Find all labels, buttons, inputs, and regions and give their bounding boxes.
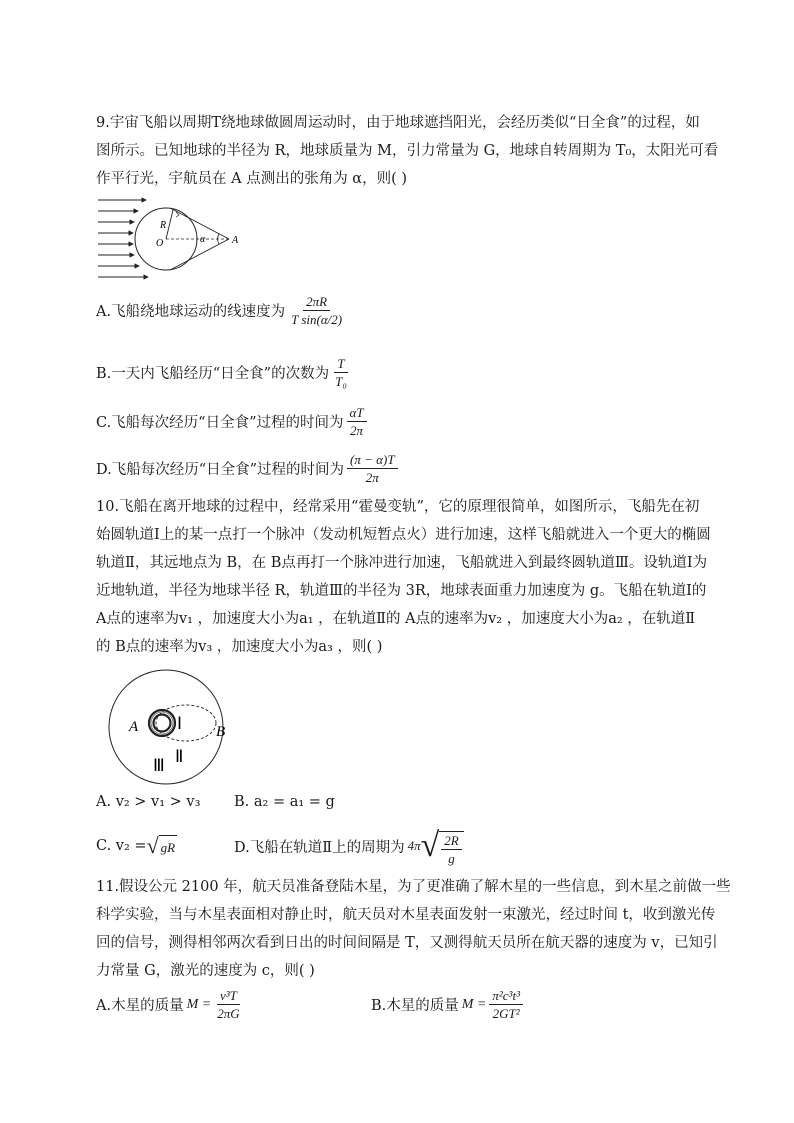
q9-stem-line2: 图所示。已知地球的半径为 R，地球质量为 M，引力常量为 G，地球自转周期为 T₀，太阳光可看: [96, 143, 719, 159]
q9-option-a[interactable]: A.飞船绕地球运动的线速度为 $\frac{2\pi R}{\text{T sin(α/2)}}$: [96, 294, 345, 327]
q9-option-c[interactable]: C.飞船每次经历“日全食”过程的时间为 $\frac{\alpha T}{2\pi}$: [96, 405, 367, 438]
q9-b-fraction: $\frac{T}{\text{T₀}}$: [335, 356, 347, 389]
q10-stem-line4: 近地轨道，半径为地球半径 R，轨道Ⅲ的半径为 3R，地球表面重力加速度为 g。飞船在轨道Ⅰ的: [96, 583, 707, 599]
q10-stem-line6: 的 B点的速率为v₃ ，加速度大小为a₃ ，则( ): [96, 639, 383, 655]
label-III: Ⅲ: [153, 756, 165, 775]
label-O: O: [156, 238, 164, 249]
q11-stem-line3: 回的信号，测得相邻两次看到日出的时间间隔是 T，又测得航天员所在航天器的速度为 v，已知引: [96, 935, 718, 951]
q10-hohmann-diagram: [104, 668, 244, 786]
label-R: R: [160, 220, 167, 231]
q9-d-fraction: $\frac{(\pi - \alpha)T}{2\pi}$: [347, 452, 398, 485]
label-B: B: [216, 724, 226, 740]
q11-option-b[interactable]: B.木星的质量 M = $\frac{\text{π²c³t³}}{\text{2GT²}}$: [371, 988, 523, 1021]
q11-a-fraction: $\frac{\text{v³T}}{2\pi G}$: [217, 988, 240, 1021]
q9-option-b[interactable]: B.一天内飞船经历“日全食”的次数为 $\frac{T}{\text{T₀}}$: [96, 356, 350, 389]
q11-stem-line1: 11.假设公元 2100 年，航天员准备登陆木星，为了更准确了解木星的一些信息，到木星之前做一些: [96, 879, 731, 895]
q9-c-fraction: $\frac{\alpha T}{2\pi}$: [347, 405, 367, 438]
q9-a-fraction: $\frac{2\pi R}{\text{T sin(α/2)}}$: [291, 294, 343, 327]
sunlight-rays: [98, 200, 148, 277]
q11-stem-line4: 力常量 G，激光的速度为 c，则( ): [96, 963, 315, 979]
q9-option-d[interactable]: D.飞船每次经历“日全食”过程的时间为 $\frac{(\pi - \alpha)T}{2\pi}$: [96, 452, 398, 485]
q11-stem-line2: 科学实验，当与木星表面相对静止时，航天员对木星表面发射一束激光，经过时间 t，收到激光传: [96, 907, 716, 923]
label-II: Ⅱ: [175, 747, 184, 766]
q11-option-a[interactable]: A.木星的质量 M = $\frac{\text{v³T}}{2\pi G}$: [96, 988, 243, 1021]
radius-line: [166, 210, 173, 239]
q10-stem-line5: A点的速率为v₁ ，加速度大小为a₁ ，在轨道Ⅱ的 A点的速率为v₂ ，加速度大小为a₂ ，在轨道Ⅱ: [96, 611, 696, 627]
label-A: A: [232, 235, 239, 246]
orbit-III: [109, 670, 226, 784]
q10-option-b[interactable]: B. a₂ = a₁ = g: [234, 794, 335, 810]
label-alpha: α: [200, 234, 206, 245]
q10-c-sqrt: √ gR: [146, 833, 176, 858]
label-A: A: [129, 719, 139, 735]
q10-d-sqrt: √ $\frac{2R}{g}$: [421, 826, 464, 866]
q9-eclipse-diagram: [96, 192, 246, 284]
q10-stem-line3: 轨道Ⅱ，其远地点为 B，在 B点再打一个脉冲进行加速，飞船就进入到最终圆轨道Ⅲ。设轨道Ⅰ为: [96, 555, 708, 571]
q11-b-fraction: $\frac{\text{π²c³t³}}{\text{2GT²}}$: [489, 988, 523, 1021]
q10-option-c[interactable]: C. v₂ = √ gR: [96, 833, 176, 858]
q10-stem-line2: 始圆轨道Ⅰ上的某一点打一个脉冲（发动机短暂点火）进行加速，这样飞船就进入一个更大的椭圆: [96, 527, 711, 543]
q10-option-d[interactable]: D.飞船在轨道Ⅱ上的周期为 4π √ $\frac{2R}{g}$: [234, 826, 464, 866]
q10-option-a[interactable]: A. v₂ > v₁ > v₃: [96, 794, 201, 810]
q9-stem-line1: 9.宇宙飞船以周期T绕地球做圆周运动时，由于地球遮挡阳光，会经历类似“日全食”的过程，如: [96, 115, 700, 131]
q10-stem-line1: 10.飞船在离开地球的过程中，经常采用“霍曼变轨”，它的原理很简单，如图所示，飞船先在初: [96, 499, 700, 515]
label-I: Ⅰ: [177, 714, 183, 733]
q9-stem-line3: 作平行光，宇航员在 A 点测出的张角为 α，则( ): [96, 171, 408, 187]
